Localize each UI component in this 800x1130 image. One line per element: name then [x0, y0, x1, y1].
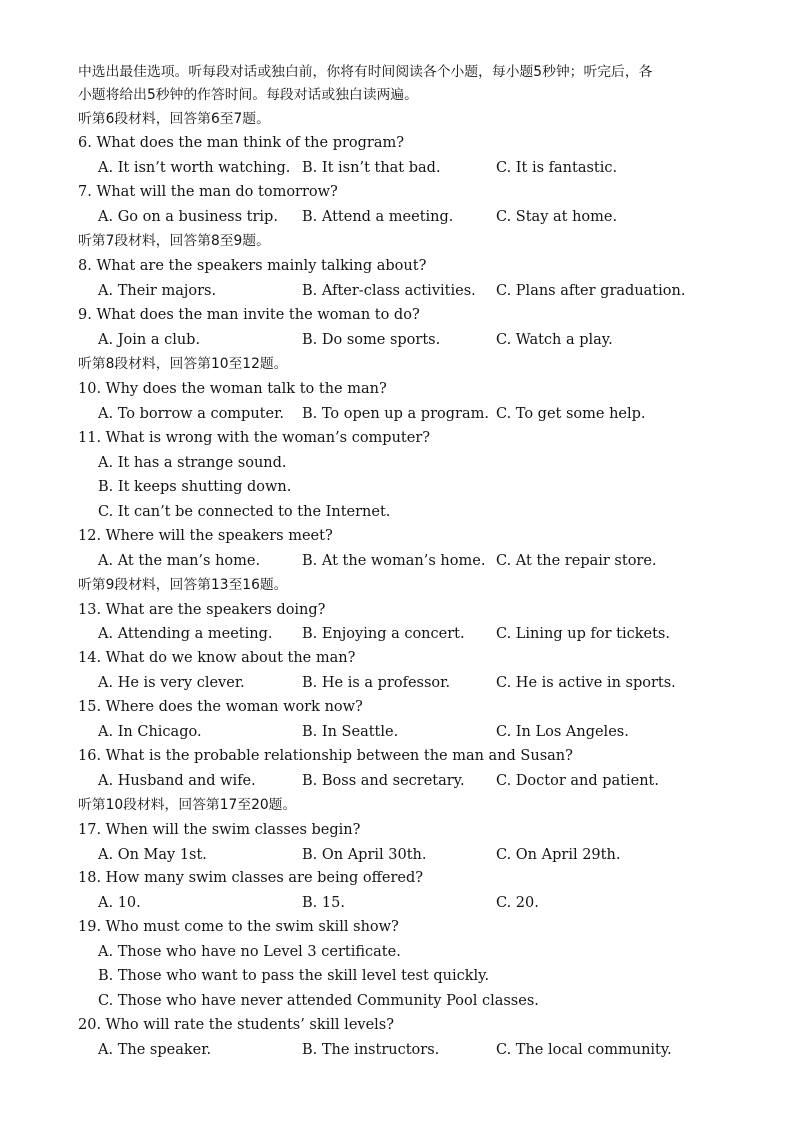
option-19a: A. Those who have no Level 3 certificate.: [98, 944, 401, 960]
option-16c: C. Doctor and patient.: [496, 773, 659, 789]
option-10c: C. To get some help.: [496, 406, 646, 422]
options-row-14: [0, 671, 800, 695]
option-20a: A. The speaker.: [98, 1042, 212, 1058]
options-row-18: [0, 891, 800, 915]
section-header-8: 听第8段材料，回答第10至12题。: [78, 356, 288, 372]
option-9c: C. Watch a play.: [496, 332, 613, 348]
option-18c: C. 20.: [496, 895, 539, 911]
option-7b: B. Attend a meeting.: [302, 209, 454, 225]
option-14b: B. He is a professor.: [302, 675, 451, 691]
question-17: 17. When will the swim classes begin?: [78, 822, 361, 838]
option-10b: B. To open up a program.: [302, 406, 489, 422]
option-17a: A. On May 1st.: [98, 847, 207, 863]
options-row-7: [0, 205, 800, 229]
question-15: 15. Where does the woman work now?: [78, 699, 363, 715]
section-header-7: 听第7段材料，回答第8至9题。: [78, 233, 270, 249]
instructions-line-1: 中选出最佳选项。听每段对话或独白前，你将有时间阅读各个小题，每小题5秒钟；听完后，各: [78, 64, 653, 80]
option-13b: B. Enjoying a concert.: [302, 626, 465, 642]
option-7c: C. Stay at home.: [496, 209, 618, 225]
option-17b: B. On April 30th.: [302, 847, 427, 863]
option-6a: A. It isn’t worth watching.: [98, 160, 291, 176]
question-19: 19. Who must come to the swim skill show?: [78, 919, 399, 935]
option-6b: B. It isn’t that bad.: [302, 160, 441, 176]
option-6c: C. It is fantastic.: [496, 160, 618, 176]
option-11a: A. It has a strange sound.: [98, 455, 287, 471]
option-13c: C. Lining up for tickets.: [496, 626, 670, 642]
instructions-line-2: 小题将给出5秒钟的作答时间。每段对话或独白读两遍。: [78, 87, 418, 103]
option-14c: C. He is active in sports.: [496, 675, 676, 691]
question-11: 11. What is wrong with the woman’s computer?: [78, 430, 431, 446]
option-11b: B. It keeps shutting down.: [98, 479, 292, 495]
option-8c: C. Plans after graduation.: [496, 283, 686, 299]
question-13: 13. What are the speakers doing?: [78, 602, 326, 618]
option-19b: B. Those who want to pass the skill level test quickly.: [98, 968, 490, 984]
option-16a: A. Husband and wife.: [98, 773, 256, 789]
option-7a: A. Go on a business trip.: [98, 209, 278, 225]
option-14a: A. He is very clever.: [98, 675, 245, 691]
option-17c: C. On April 29th.: [496, 847, 621, 863]
options-row-6: [0, 156, 800, 180]
option-18a: A. 10.: [98, 895, 141, 911]
option-10a: A. To borrow a computer.: [98, 406, 285, 422]
option-13a: A. Attending a meeting.: [98, 626, 273, 642]
option-9b: B. Do some sports.: [302, 332, 441, 348]
question-20: 20. Who will rate the students’ skill levels?: [78, 1017, 395, 1033]
section-header-10: 听第10段材料，回答第17至20题。: [78, 797, 297, 813]
question-6: 6. What does the man think of the program?: [78, 135, 405, 151]
option-18b: B. 15.: [302, 895, 345, 911]
option-15b: B. In Seattle.: [302, 724, 399, 740]
section-header-9: 听第9段材料，回答第13至16题。: [78, 577, 288, 593]
question-12: 12. Where will the speakers meet?: [78, 528, 333, 544]
option-9a: A. Join a club.: [98, 332, 201, 348]
options-row-10: [0, 402, 800, 426]
question-8: 8. What are the speakers mainly talking about?: [78, 258, 427, 274]
section-header-6: 听第6段材料，回答第6至7题。: [78, 111, 270, 127]
options-row-9: [0, 328, 800, 352]
options-row-13: [0, 622, 800, 646]
question-7: 7. What will the man do tomorrow?: [78, 184, 338, 200]
option-16b: B. Boss and secretary.: [302, 773, 465, 789]
option-20c: C. The local community.: [496, 1042, 672, 1058]
option-15c: C. In Los Angeles.: [496, 724, 629, 740]
option-12c: C. At the repair store.: [496, 553, 657, 569]
option-19c: C. Those who have never attended Community Pool classes.: [98, 993, 539, 1009]
question-16: 16. What is the probable relationship between the man and Susan?: [78, 748, 573, 764]
options-row-20: [0, 1038, 800, 1062]
option-20b: B. The instructors.: [302, 1042, 440, 1058]
question-18: 18. How many swim classes are being offered?: [78, 870, 424, 886]
question-9: 9. What does the man invite the woman to do?: [78, 307, 420, 323]
question-14: 14. What do we know about the man?: [78, 650, 356, 666]
question-10: 10. Why does the woman talk to the man?: [78, 381, 387, 397]
option-8a: A. Their majors.: [98, 283, 217, 299]
options-row-12: [0, 549, 800, 573]
option-8b: B. After-class activities.: [302, 283, 476, 299]
option-15a: A. In Chicago.: [98, 724, 202, 740]
options-row-15: [0, 720, 800, 744]
option-11c: C. It can’t be connected to the Internet.: [98, 504, 391, 520]
options-row-17: [0, 843, 800, 867]
options-row-16: [0, 769, 800, 793]
options-row-8: [0, 279, 800, 303]
option-12a: A. At the man’s home.: [98, 553, 261, 569]
option-12b: B. At the woman’s home.: [302, 553, 486, 569]
